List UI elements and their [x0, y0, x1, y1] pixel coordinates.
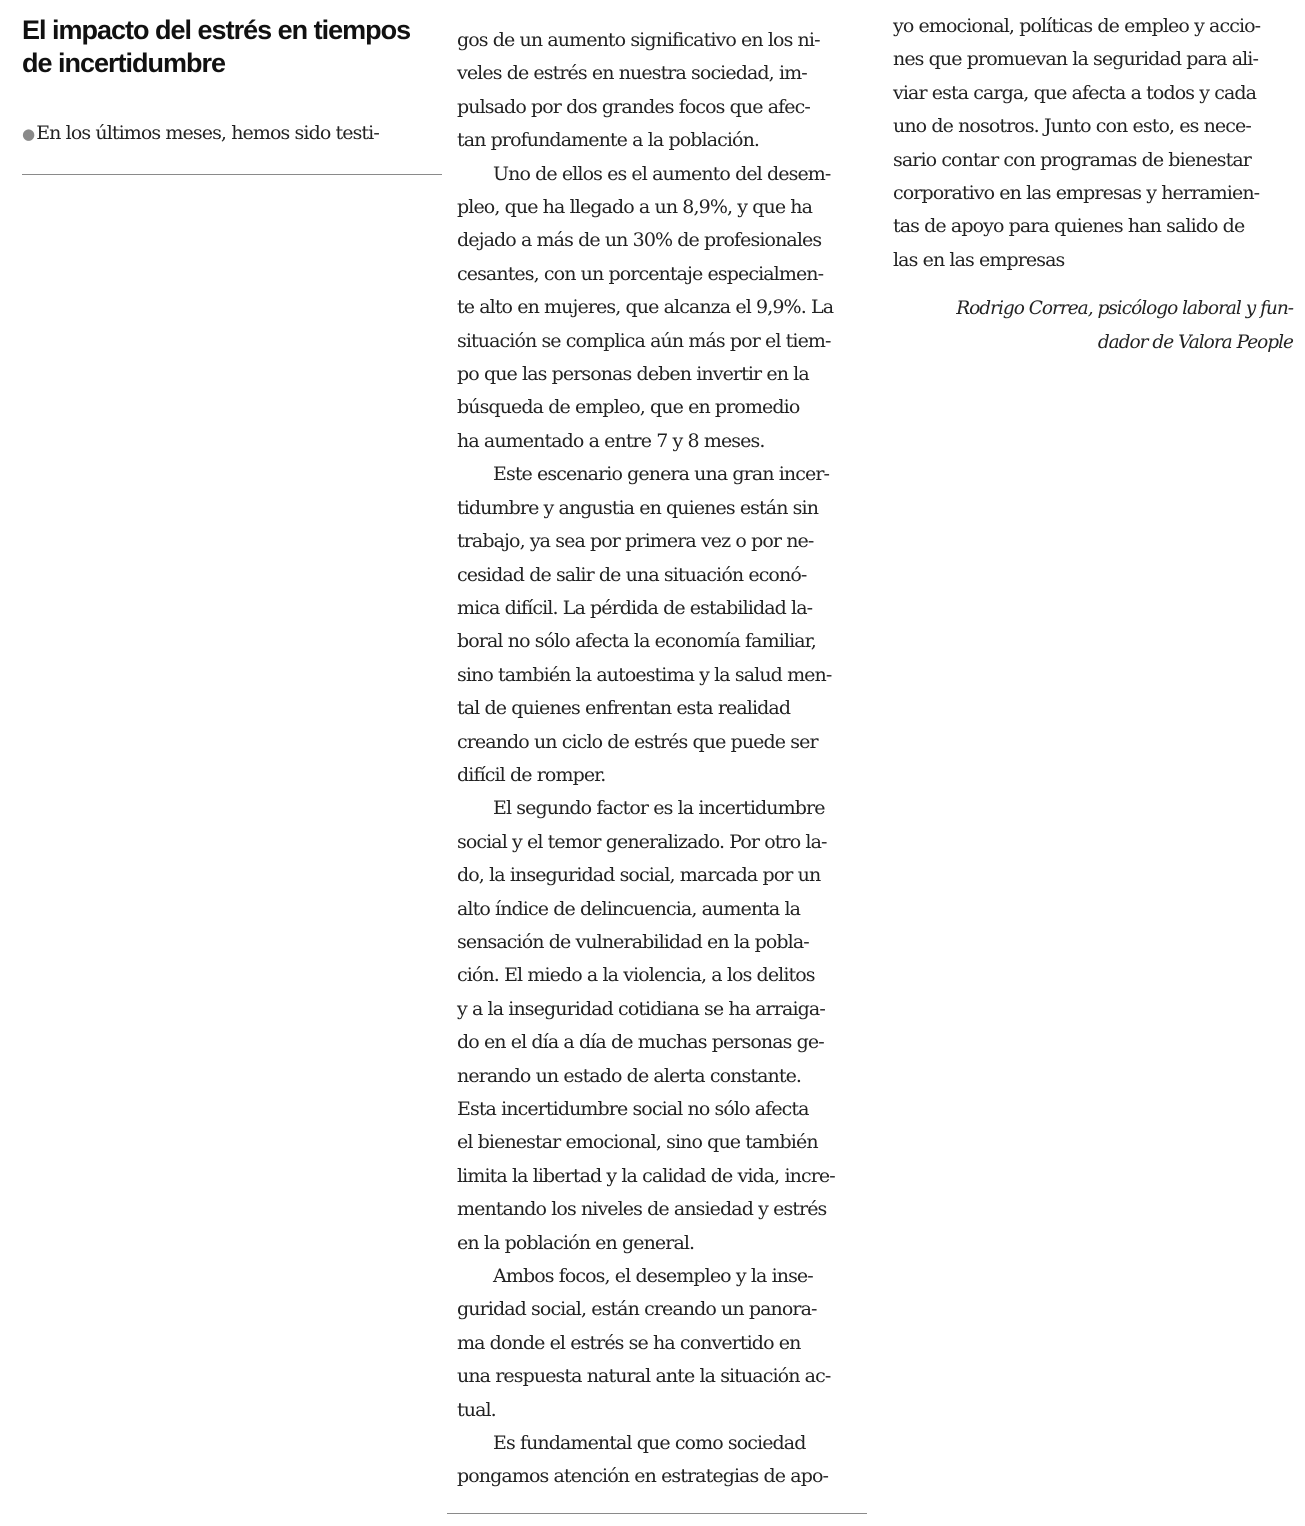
bullet-dot-icon: ● — [22, 125, 35, 143]
left-column-divider — [22, 174, 442, 175]
body-line: dejado a más de un 30% de profesionales — [457, 229, 822, 252]
body-line: nerando un estado de alerta constante. — [457, 1064, 802, 1087]
body-line: situación se complica aún más por el tiem- — [457, 329, 831, 352]
body-line: do, la inseguridad social, marcada por un — [457, 864, 821, 887]
body-line: ma donde el estrés se ha convertido en — [457, 1331, 801, 1354]
signature-line-1: Rodrigo Correa, psicólogo laboral y fun- — [956, 298, 1293, 320]
body-line: las en las empresas — [893, 248, 1065, 271]
body-line: difícil de romper. — [457, 763, 606, 786]
body-line: alto índice de delincuencia, aumenta la — [457, 897, 801, 920]
body-line: corporativo en las empresas y herramien- — [893, 182, 1260, 205]
body-line: Es fundamental que como sociedad — [493, 1432, 806, 1455]
body-line: el bienestar emocional, sino que también — [457, 1131, 818, 1154]
body-line: ción. El miedo a la violencia, a los delitos — [457, 964, 815, 987]
article-headline: El impacto del estrés en tiempos de incertidumbre — [22, 15, 411, 78]
body-line: sino también la autoestima y la salud men- — [457, 663, 832, 686]
body-line: trabajo, ya sea por primera vez o por ne- — [457, 530, 814, 553]
right-column-text — [893, 10, 1293, 277]
body-line: en la población en general. — [457, 1231, 695, 1254]
body-line: viar esta carga, que afecta a todos y cada — [893, 81, 1257, 104]
lead-text: En los últimos meses, hemos sido testi- — [36, 122, 379, 144]
body-line: veles de estrés en nuestra sociedad, im- — [457, 62, 807, 85]
body-line: Ambos focos, el desempleo y la inse- — [493, 1265, 813, 1288]
body-line: mentando los niveles de ansiedad y estrés — [457, 1198, 827, 1221]
body-line: social y el temor generalizado. Por otro la- — [457, 830, 827, 853]
body-line: do en el día a día de muchas personas ge- — [457, 1031, 824, 1054]
article-lead — [22, 117, 442, 151]
body-line: creando un ciclo de estrés que puede ser — [457, 730, 818, 753]
body-line: tas de apoyo para quienes han salido de — [893, 215, 1245, 238]
body-line: gos de un aumento significativo en los ni- — [457, 29, 820, 51]
body-line: te alto en mujeres, que alcanza el 9,9%. La — [457, 296, 834, 319]
body-line: tal de quienes enfrentan esta realidad — [457, 697, 791, 720]
body-line: uno de nosotros. Junto con esto, es nece- — [893, 115, 1251, 138]
body-line: pleo, que ha llegado a un 8,9%, y que ha — [457, 196, 813, 219]
body-line: sario contar con programas de bienestar — [893, 148, 1251, 171]
body-line: po que las personas deben invertir en la — [457, 363, 809, 386]
body-line: mica difícil. La pérdida de estabilidad la- — [457, 596, 813, 619]
body-line: tual. — [457, 1398, 496, 1421]
body-line: búsqueda de empleo, que en promedio — [457, 396, 800, 419]
body-line: cesantes, con un porcentaje especialmen- — [457, 262, 824, 285]
body-line: sensación de vulnerabilidad en la pobla- — [457, 930, 809, 953]
body-line: cesidad de salir de una situación econó- — [457, 563, 807, 586]
body-line: tidumbre y angustia en quienes están sin — [457, 496, 819, 519]
body-line: y a la inseguridad cotidiana se ha arraiga- — [457, 997, 825, 1020]
body-line: una respuesta natural ante la situación ac- — [457, 1365, 831, 1388]
body-line: pulsado por dos grandes focos que afec- — [457, 95, 810, 118]
article-body-right-column — [893, 10, 1293, 359]
body-line: boral no sólo afecta la economía familiar, — [457, 630, 816, 653]
body-line: nes que promuevan la seguridad para ali- — [893, 48, 1259, 71]
body-line: yo emocional, políticas de empleo y accio- — [893, 15, 1261, 37]
body-line: limita la libertad y la calidad de vida, incre- — [457, 1164, 835, 1187]
article-body-middle-column — [457, 24, 862, 1494]
body-line: Esta incertidumbre social no sólo afecta — [457, 1098, 809, 1120]
middle-column-divider — [447, 1513, 867, 1514]
author-signature — [893, 292, 1293, 359]
body-line: guridad social, están creando un panora- — [457, 1298, 817, 1321]
body-line: El segundo factor es la incertidumbre — [493, 797, 825, 820]
body-line: tan profundamente a la población. — [457, 129, 760, 152]
body-line: pongamos atención en estrategias de apo- — [457, 1465, 829, 1488]
signature-line-2: dador de Valora People — [1097, 331, 1293, 353]
body-line: Uno de ellos es el aumento del desem- — [493, 162, 831, 185]
body-line: ha aumentado a entre 7 y 8 meses. — [457, 429, 765, 452]
body-line: Este escenario genera una gran incer- — [493, 463, 830, 486]
